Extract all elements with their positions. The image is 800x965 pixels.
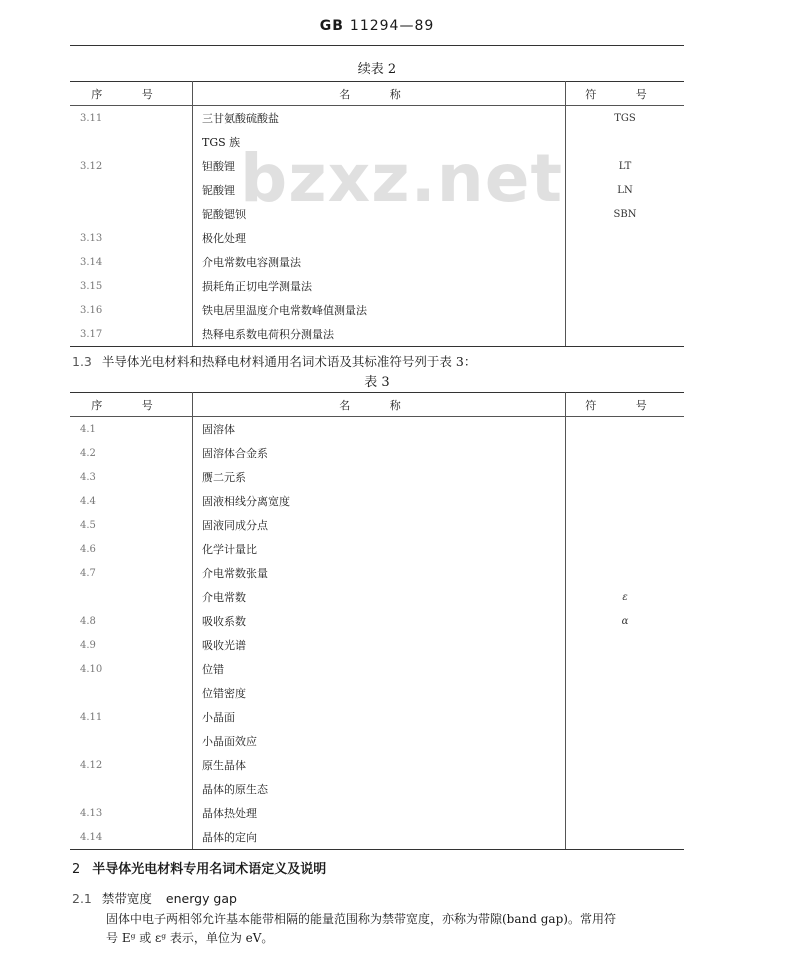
row-symbol	[566, 226, 685, 250]
watermark: bzxz.net	[240, 140, 564, 217]
table-row	[70, 705, 684, 729]
row-name: 介电常数	[193, 585, 566, 609]
para-text: 半导体光电材料和热释电材料通用名词术语及其标准符号列于表 3：	[101, 354, 477, 369]
row-number	[70, 585, 193, 609]
table-row	[70, 657, 684, 681]
row-name: 固液同成分点	[193, 513, 566, 537]
row-name: 极化处理	[193, 226, 566, 250]
row-name: 热释电系数电荷积分测量法	[193, 322, 566, 347]
definition-line-1: 固体中电子两相邻允许基本能带相隔的能量范围称为禁带宽度，亦称为带隙(band gap)。常用符	[106, 912, 616, 926]
row-name: 固液相线分离宽度	[193, 489, 566, 513]
table-row	[70, 609, 684, 633]
row-number: 3.13	[70, 226, 193, 250]
table-row	[70, 753, 684, 777]
row-number: 4.8	[70, 609, 193, 633]
row-symbol	[566, 729, 685, 753]
table2-col-name: 名 称	[193, 82, 566, 106]
table-row	[70, 777, 684, 801]
row-name: 晶体热处理	[193, 801, 566, 825]
row-name: 原生晶体	[193, 753, 566, 777]
table-row	[70, 441, 684, 465]
row-name: 晶体的原生态	[193, 777, 566, 801]
table-row	[70, 106, 684, 131]
row-number: 4.5	[70, 513, 193, 537]
table2-col-sym: 符 号	[566, 82, 685, 106]
row-name: 小晶面	[193, 705, 566, 729]
row-name: 位错密度	[193, 681, 566, 705]
row-name: 赝二元系	[193, 465, 566, 489]
row-name: TGS 族	[193, 130, 566, 154]
row-number: 4.2	[70, 441, 193, 465]
table3-caption: 表 3	[364, 375, 390, 390]
row-number: 4.12	[70, 753, 193, 777]
row-number: 3.15	[70, 274, 193, 298]
header-rule	[70, 45, 684, 46]
table-row	[70, 274, 684, 298]
definition-line-2: 号 Eᵍ 或 εᵍ 表示，单位为 eV。	[106, 931, 274, 945]
row-number: 4.13	[70, 801, 193, 825]
table-row	[70, 513, 684, 537]
row-name: 吸收光谱	[193, 633, 566, 657]
row-symbol	[566, 441, 685, 465]
row-number	[70, 777, 193, 801]
table-row	[70, 585, 684, 609]
table-row	[70, 729, 684, 753]
row-name: 钽酸锂	[193, 154, 566, 178]
row-number: 4.11	[70, 705, 193, 729]
row-name: 铌酸锶钡	[193, 202, 566, 226]
table3	[70, 392, 684, 850]
section-2-title	[72, 858, 326, 877]
table3-body	[70, 417, 684, 850]
row-symbol	[566, 705, 685, 729]
row-symbol	[566, 489, 685, 513]
page-header	[70, 18, 684, 34]
row-symbol	[566, 250, 685, 274]
row-number: 3.11	[70, 106, 193, 131]
table-row	[70, 561, 684, 585]
para-number: 1.3	[72, 354, 92, 369]
row-name: 晶体的定向	[193, 825, 566, 850]
row-number	[70, 729, 193, 753]
row-name: 三甘氨酸硫酸盐	[193, 106, 566, 131]
row-name: 铁电居里温度介电常数峰值测量法	[193, 298, 566, 322]
row-symbol	[566, 657, 685, 681]
row-name: 介电常数张量	[193, 561, 566, 585]
table2-col-num: 序 号	[70, 82, 193, 106]
table3-col-name: 名 称	[193, 393, 566, 417]
table-row	[70, 298, 684, 322]
row-number: 4.10	[70, 657, 193, 681]
row-number: 3.12	[70, 154, 193, 178]
row-name: 小晶面效应	[193, 729, 566, 753]
row-symbol	[566, 513, 685, 537]
row-symbol: SBN	[613, 208, 637, 220]
term-zh: 禁带宽度	[101, 891, 152, 906]
row-symbol: ε	[622, 591, 628, 603]
row-symbol	[566, 801, 685, 825]
term-en: energy gap	[165, 891, 237, 906]
row-number: 4.7	[70, 561, 193, 585]
row-number: 3.14	[70, 250, 193, 274]
section-number: 2	[72, 862, 81, 877]
row-symbol	[566, 561, 685, 585]
table-row	[70, 633, 684, 657]
table-row	[70, 322, 684, 347]
row-number	[70, 202, 193, 226]
row-symbol: TGS	[614, 112, 636, 124]
row-symbol	[566, 633, 685, 657]
row-number	[70, 178, 193, 202]
row-symbol: LN	[617, 184, 633, 196]
row-number	[70, 681, 193, 705]
row-symbol	[566, 753, 685, 777]
std-number: 11294—89	[349, 18, 435, 34]
row-symbol	[566, 130, 685, 154]
table-row	[70, 417, 684, 442]
term-definition	[106, 910, 696, 948]
table-row	[70, 489, 684, 513]
row-number: 4.1	[70, 417, 193, 442]
row-symbol: LT	[618, 160, 632, 172]
std-code: GB	[319, 18, 344, 34]
row-symbol	[566, 298, 685, 322]
table-row	[70, 537, 684, 561]
row-name: 吸收系数	[193, 609, 566, 633]
table3-col-num: 序 号	[70, 393, 193, 417]
table-row	[70, 681, 684, 705]
term-2-1	[72, 889, 237, 907]
row-symbol	[566, 322, 685, 347]
table3-col-sym: 符 号	[566, 393, 685, 417]
row-name: 固溶体	[193, 417, 566, 442]
row-number: 4.6	[70, 537, 193, 561]
row-number: 4.4	[70, 489, 193, 513]
row-number: 4.3	[70, 465, 193, 489]
row-symbol	[566, 777, 685, 801]
row-symbol	[566, 465, 685, 489]
table-row	[70, 801, 684, 825]
row-symbol	[566, 681, 685, 705]
row-number: 4.9	[70, 633, 193, 657]
row-number: 3.17	[70, 322, 193, 347]
row-name: 损耗角正切电学测量法	[193, 274, 566, 298]
row-number	[70, 130, 193, 154]
row-symbol	[566, 274, 685, 298]
row-name: 铌酸锂	[193, 178, 566, 202]
row-number: 3.16	[70, 298, 193, 322]
para-1-3	[72, 352, 476, 370]
table-row	[70, 465, 684, 489]
section-title-text: 半导体光电材料专用名词术语定义及说明	[92, 862, 327, 877]
row-number: 4.14	[70, 825, 193, 850]
table-row	[70, 250, 684, 274]
row-symbol: α	[621, 615, 629, 627]
row-name: 固溶体合金系	[193, 441, 566, 465]
row-symbol	[566, 537, 685, 561]
table-row	[70, 825, 684, 850]
term-number: 2.1	[72, 891, 92, 906]
row-name: 化学计量比	[193, 537, 566, 561]
table-row	[70, 226, 684, 250]
row-symbol	[566, 825, 685, 850]
row-name: 位错	[193, 657, 566, 681]
row-symbol	[566, 417, 685, 442]
table2-caption: 续表 2	[357, 62, 397, 77]
row-name: 介电常数电容测量法	[193, 250, 566, 274]
